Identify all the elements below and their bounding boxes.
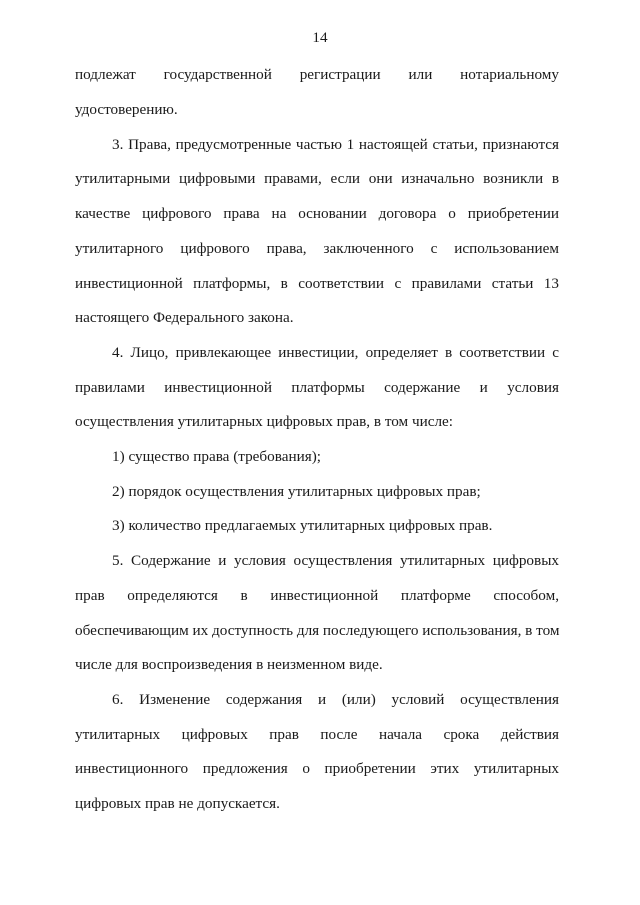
paragraph-line: удостоверению. [75, 101, 178, 118]
page-number: 14 [312, 29, 328, 46]
list-item: 3) количество предлагаемых утилитарных цифровых прав. [112, 517, 493, 534]
paragraph-line: утилитарного цифрового права, заключенного с использованием [75, 240, 559, 257]
paragraph-first-line: 3. Права, предусмотренные частью 1 настоящей статьи, признаются [112, 136, 559, 153]
paragraph-first-line: 6. Изменение содержания и (или) условий осуществления [112, 691, 559, 708]
paragraph-line: настоящего Федерального закона. [75, 309, 294, 326]
paragraph-line: обеспечивающим их доступность для последующего использования, в том [75, 622, 560, 639]
paragraph-line: утилитарными цифровыми правами, если они изначально возникли в [75, 170, 559, 187]
paragraph-line: утилитарных цифровых прав после начала срока действия [75, 726, 559, 743]
paragraph-line: инвестиционного предложения о приобретении этих утилитарных [75, 760, 559, 777]
paragraph-line: прав определяются в инвестиционной платформе способом, [75, 587, 559, 604]
list-item: 2) порядок осуществления утилитарных цифровых прав; [112, 483, 481, 500]
paragraph-first-line: 4. Лицо, привлекающее инвестиции, определяет в соответствии с [112, 344, 559, 361]
list-item: 1) существо права (требования); [112, 448, 321, 465]
paragraph-line: подлежат государственной регистрации или нотариальному [75, 66, 559, 83]
paragraph-line: инвестиционной платформы, в соответствии с правилами статьи 13 [75, 275, 559, 292]
paragraph-line: осуществления утилитарных цифровых прав, в том числе: [75, 413, 454, 430]
paragraph-line: правилами инвестиционной платформы содержание и условия [75, 379, 559, 396]
paragraph-line: цифровых прав не допускается. [75, 795, 280, 812]
paragraph-line: числе для воспроизведения в неизменном виде. [75, 656, 383, 673]
paragraph-line: качестве цифрового права на основании договора о приобретении [75, 205, 559, 222]
paragraph-first-line: 5. Содержание и условия осуществления утилитарных цифровых [112, 552, 559, 569]
